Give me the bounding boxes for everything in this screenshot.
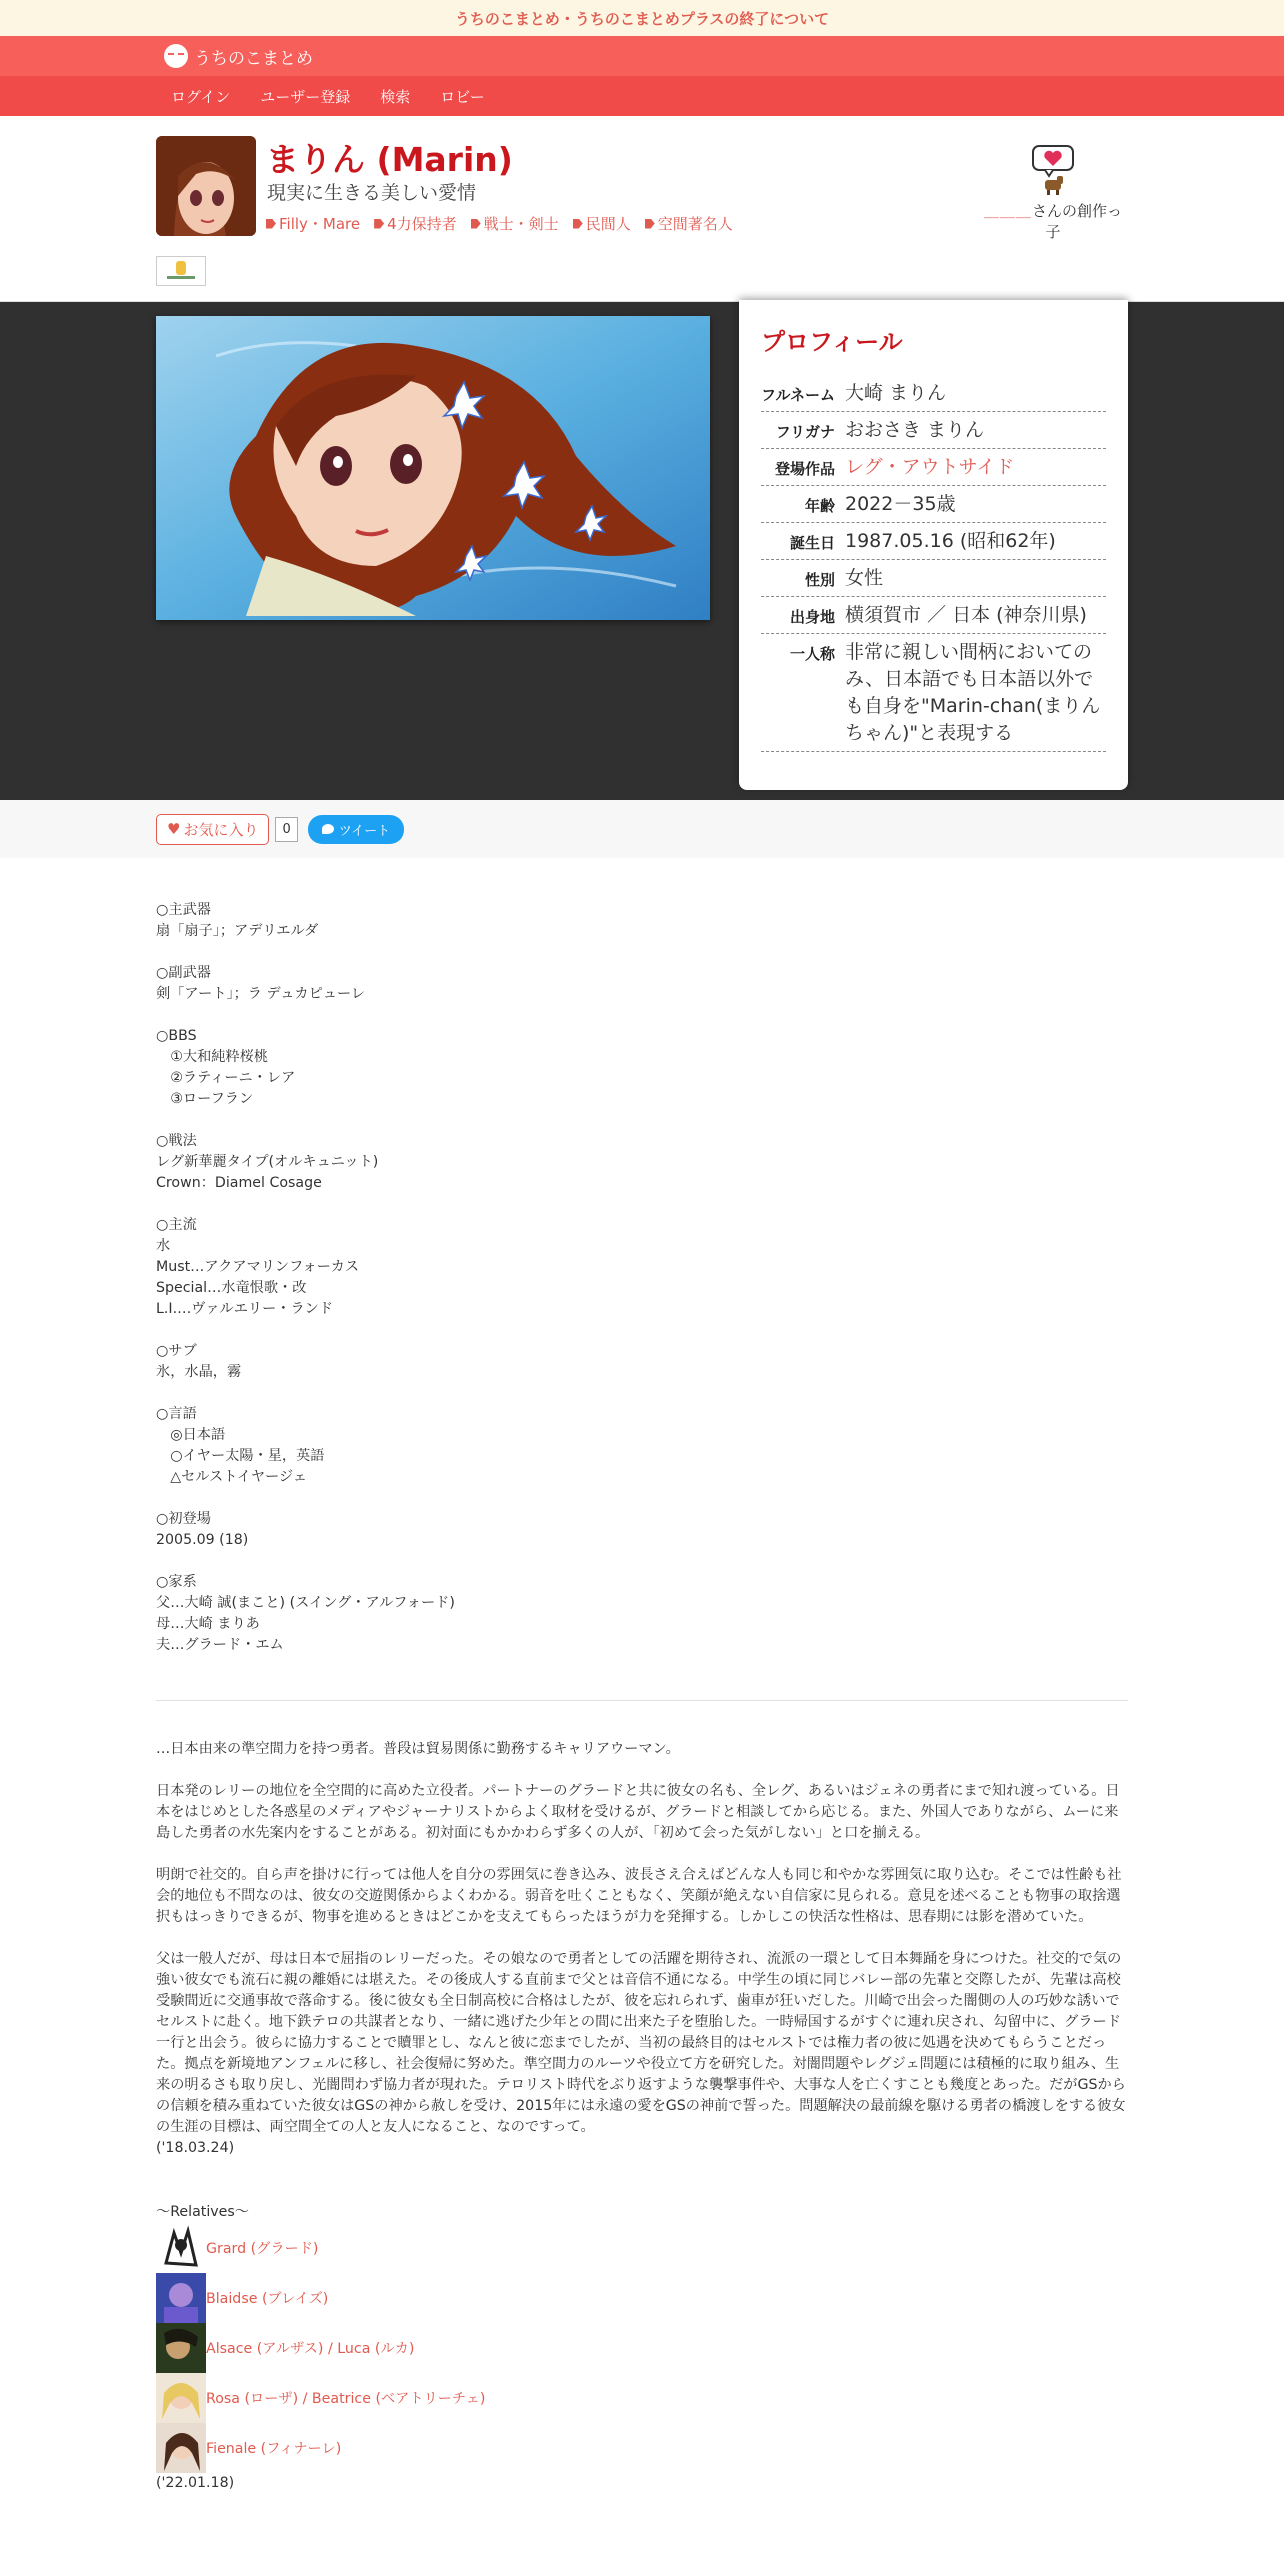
divider (156, 1700, 1128, 1701)
relative-item[interactable] (156, 2223, 1128, 2273)
relative-item[interactable] (156, 2273, 1128, 2323)
stats-text: ○主武器 扇「扇子」；アデリエルダ ○副武器 剣「アート」；ラ デュカピューレ ○BBS ①大和純粋桜桃 ②ラティーニ・レア ③ローフラン ○戦法 レグ新華麗タイプ(オルキュニット) Crown：Diamel Cosage ○主流 水 Must…アクアマリンフォーカス Special…水竜恨歌・改 L.I.…ヴァルエリー・ランド ○サブ 氷，水晶，霧 ○言語 ◎日本語 ○イヤー太陽・星，英語 △セルストイヤージェ ○初登場 2005.09 (18) ○家系 父…大崎 誠(まこと) (スイング・アルフォード) 母…大崎 まりあ 夫…グラード・エム (156, 902, 455, 1653)
profile-row-fullname: フルネーム 大崎 まりん (761, 375, 1106, 412)
tag-chip[interactable]: Filly・Mare (266, 213, 360, 234)
relative-item[interactable] (156, 2323, 1128, 2373)
profile-row-hometown: 出身地 横須賀市 ／ 日本 (神奈川県) (761, 597, 1106, 634)
tag-chip[interactable]: 民間人 (573, 213, 631, 234)
badge-icon[interactable] (156, 256, 206, 286)
tag-icon (266, 219, 276, 229)
site-logo[interactable]: うちのこまとめ (194, 48, 313, 69)
tag-icon (471, 219, 481, 229)
creator-name[interactable]: ＿＿＿ (983, 202, 1032, 220)
nav-register[interactable]: ユーザー登録 (260, 87, 351, 106)
relative-item[interactable] (156, 2373, 1128, 2423)
description-text: …日本由来の準空間力を持つ勇者。普段は貿易関係に勤務するキャリアウーマン。 日本発のレリーの地位を全空間的に高めた立役者。パートナーのグラードと共に彼女の名も、全レグ、あるいはジェネの勇者にまで知れ渡っている。日本をはじめとした各惑星のメディアやジャーナリストからよく取材を受けるが、グラードと相談してから応じる。また、外国人でありながら、ムーに来島した勇者の水先案内をすることがある。初対面にもかかわらず多くの人が、「初めて会った気がしない」と口を揃える。 明朗で社交的。自ら声を掛けに行っては他人を自分の雰囲気に巻き込み、波長さえ合えばどんな人も同じ和やかな雰囲気に取り込む。そこでは性齢も社会的地位も不問なのは、彼女の交遊関係からよくわかる。弱音を吐くこともなく、笑顔が絶えない自信家に見られる。意見を述べることも物事の取捨選択もはっきりできるが、物事を進めるときはどこかを支えてもらったほうが力を発揮する。しかしこの快活な性格は、思春期には影を潜めていた。 父は一般人だが、母は日本で屈指のレリーだった。その娘なので勇者としての活躍を期待され、流派の一環として日本舞踊を身につけた。社交的で気の強い彼女でも流石に親の離婚には堪えた。その後成人する直前まで父とは音信不通になる。中学生の頃に同じバレー部の先輩と交際したが、先輩は高校受験間近に交通事故で落命する。後に彼女も全日制高校に合格はしたが、彼を忘れられず、歯車が狂いだした。川崎で出会った闇側の人の巧妙な誘いでセルストに赴く。地下鉄テロの共謀者となり、一緒に逃げた少年との間に出来た子を堕胎した。一時帰国するがすぐに連れ戻され、勾留中に、グラード一行と出会う。彼らに協力することで贖罪とし、なんと彼に恋までしたが、当初の最終目的はセルストでは権力者の彼に処遇を決めてもらうことだった。拠点を新境地アンフェルに移し、社会復帰に努めた。準空間力のルーツや役立て方を研究した。対闇問題やレグジェ問題には積極的に取り組み、生来の明るさも取り戻し、光闇問わず協力者が現れた。テロリスト時代をぶり返すような襲撃事件や、大事な人を亡くすことも幾度とあった。だがGSからの信頼を積み重ねていた彼女はGSの神から赦しを受け、2015年には永遠の愛をGSの神前で誓った。問題解決の最前線を駆ける勇者の橋渡しをする彼女の生涯の目標は、両空間全ての人と友人になること、なのですって。 ('18.03.24) (156, 1741, 1126, 2156)
nav-login[interactable]: ログイン (171, 87, 231, 106)
profile-tagline: 現実に生きる美しい愛情 (267, 182, 477, 204)
hero-band (0, 302, 1284, 800)
announcement-link[interactable]: うちのこまとめ・うちのこまとめプラスの終了について (454, 9, 830, 28)
heart-icon: ♥ (167, 820, 181, 838)
character-illustration[interactable] (156, 316, 710, 620)
relative-link[interactable]: Rosa (ローザ) / Beatrice (ベアトリーチェ) (206, 2391, 486, 2407)
tag-icon (645, 219, 655, 229)
profile-row-birthday: 誕生日 1987.05.16 (昭和62年) (761, 523, 1106, 560)
tag-icon (374, 219, 384, 229)
announcement-bar (0, 0, 1284, 36)
relative-link[interactable]: Grard (グラード) (206, 2241, 319, 2257)
tag-chip[interactable]: 空間著名人 (645, 213, 733, 234)
nav-lobby[interactable]: ロビー (440, 87, 485, 106)
relatives-heading: ～Relatives～ (156, 2204, 249, 2220)
tweet-button[interactable]: ツイート (308, 815, 404, 844)
twitter-icon (322, 824, 334, 834)
nav-search[interactable]: 検索 (380, 87, 411, 106)
favorite-count: 0 (275, 817, 297, 842)
brand-bar (0, 36, 1284, 76)
relative-thumbnail[interactable] (156, 2323, 206, 2373)
action-bar (0, 800, 1284, 858)
profile-row-pronoun: 一人称 非常に親しい間柄においてのみ、日本語でも日本語以外でも自身を"Marin-chan(まりんちゃん)"と表現する (761, 634, 1106, 752)
main-nav (0, 76, 1284, 116)
relative-thumbnail[interactable] (156, 2373, 206, 2423)
avatar (156, 136, 256, 236)
tag-list (266, 213, 747, 234)
relative-thumbnail[interactable] (156, 2273, 206, 2323)
profile-row-furigana: フリガナ おおさき まりん (761, 412, 1106, 449)
profile-row-age: 年齢 2022－35歳 (761, 486, 1106, 523)
page-title: まりん (Marin) (266, 140, 513, 179)
profile-card-title: プロフィール (761, 328, 903, 356)
favorite-button[interactable]: ♥ お気に入り (156, 814, 269, 845)
relative-item[interactable] (156, 2423, 1128, 2473)
work-link[interactable]: レグ・アウトサイド (845, 456, 1015, 478)
logo-icon[interactable] (164, 44, 188, 68)
relative-link[interactable]: Fienale (フィナーレ) (206, 2441, 342, 2457)
main-content (0, 858, 1284, 2494)
relative-thumbnail[interactable] (156, 2223, 206, 2273)
tag-chip[interactable]: 戦士・剣士 (471, 213, 559, 234)
profile-card (739, 300, 1128, 790)
relative-link[interactable]: Alsace (アルザス) / Luca (ルカ) (206, 2341, 415, 2357)
tag-icon (573, 219, 583, 229)
relatives-date: ('22.01.18) (156, 2475, 235, 2491)
profile-row-gender: 性別 女性 (761, 560, 1106, 597)
profile-header (0, 116, 1284, 302)
relative-thumbnail[interactable] (156, 2423, 206, 2473)
creator-suffix: さんの創作っ子 (1032, 202, 1123, 241)
tag-chip[interactable]: 4力保持者 (374, 213, 457, 234)
profile-row-work: 登場作品 レグ・アウトサイド (761, 449, 1106, 486)
creator-info[interactable] (978, 144, 1128, 242)
relative-link[interactable]: Blaidse (ブレイズ) (206, 2291, 329, 2307)
creator-avatar-icon[interactable] (1031, 144, 1075, 196)
